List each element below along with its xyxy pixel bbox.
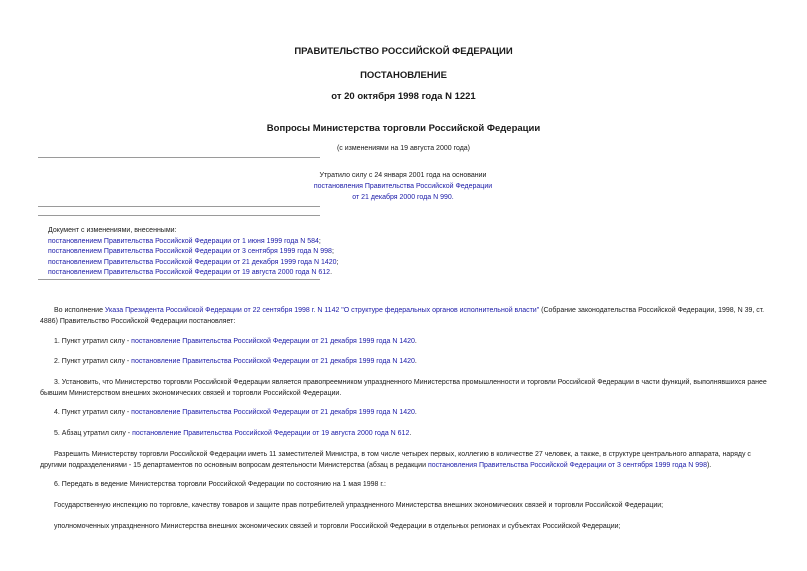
- divider: [38, 215, 320, 216]
- preamble-paragraph: [40, 306, 770, 328]
- paragraph-5: [40, 429, 770, 440]
- history-link[interactable]: постановлением Правительства Российской Федерации от 3 сентября 1999 года N 998: [48, 248, 332, 256]
- history-intro: Документ с изменениями, внесенными:: [48, 227, 177, 234]
- history-item: [48, 247, 548, 258]
- text: 4. Пункт утратил силу -: [54, 409, 132, 416]
- repeal-link-line2[interactable]: от 21 декабря 2000 года N 990.: [352, 194, 454, 201]
- text: Разрешить Министерству торговли Российской Федерации иметь 11 заместителей Министра, в том числе четырех первых, коллегию в количестве 27 человек, а также, в структуре центрального аппарата, наряду с другими подразделениями - 15 департаментов по основным вопросам деятельности Министерства (абзац в редакции: [40, 451, 751, 469]
- text: 5. Абзац утратил силу -: [54, 430, 133, 437]
- document-date-number: от 20 октября 1998 года N 1221: [331, 91, 476, 102]
- divider: [38, 206, 320, 207]
- paragraph-5-continued: [40, 450, 770, 472]
- reference-link[interactable]: постановление Правительства Российской Федерации от 19 августа 2000 года N 612: [132, 430, 410, 437]
- repeal-link[interactable]: [230, 181, 576, 203]
- decree-link[interactable]: Указа Президента Российской Федерации от 22 сентября 1998 г. N 1142 "О структуре федеральных органов исполнительной власти": [104, 307, 540, 314]
- document-type: ПОСТАНОВЛЕНИЕ: [360, 70, 447, 81]
- divider: [38, 279, 320, 280]
- repeal-link-line1[interactable]: постановления Правительства Российской Федерации: [313, 183, 493, 190]
- history-item: [48, 258, 548, 269]
- repeal-notice: [230, 170, 576, 203]
- paragraph-3: 3. Установить, что Министерство торговли Российской Федерации является правопреемником упраздненного Министерства промышленности и торговли Российской Федерации в части функций, выполнявшихся ранее бывшим Министерством внешних экономических связей и торговли Российской Федерации.: [40, 379, 767, 397]
- text: .: [414, 358, 417, 365]
- history-suffix: ;: [331, 248, 334, 256]
- divider: [38, 157, 320, 158]
- text: (Собрание законодательства Российской Федерации, 1998, N 39, ст. 4886) Правительство Российской Федерации постановляет:: [40, 307, 765, 325]
- reference-link[interactable]: постановление Правительства Российской Федерации от 21 декабря 1999 года N 1420: [131, 358, 415, 365]
- paragraph-2: [40, 357, 770, 368]
- reference-link[interactable]: постановление Правительства Российской Федерации от 21 декабря 1999 года N 1420: [131, 338, 415, 345]
- paragraph-6: 6. Передать в ведение Министерства торговли Российской Федерации по состоянию на 1 мая 1998 г.:: [54, 481, 386, 488]
- history-item: [48, 268, 548, 279]
- amendment-history: [48, 226, 548, 279]
- history-link[interactable]: постановлением Правительства Российской Федерации от 19 августа 2000 года N 612: [48, 269, 331, 277]
- government-name: ПРАВИТЕЛЬСТВО РОССИЙСКОЙ ФЕДЕРАЦИИ: [294, 46, 513, 57]
- text: .: [414, 338, 417, 345]
- paragraph-6-item: Государственную инспекцию по торговле, качеству товаров и защите прав потребителей упраздненного Министерства внешних экономических связей и торговли Российской Федерации;: [54, 502, 664, 509]
- history-item: [48, 237, 548, 248]
- text: Во исполнение: [54, 307, 105, 314]
- history-suffix: ;: [336, 258, 339, 266]
- history-suffix: ;: [318, 237, 321, 245]
- reference-link[interactable]: постановления Правительства Российской Федерации от 3 сентября 1999 года N 998: [427, 461, 707, 469]
- paragraph-6-item: уполномоченных упраздненного Министерства внешних экономических связей и торговли Российской Федерации в отдельных регионах и субъектах Российской Федерации;: [54, 523, 621, 530]
- history-suffix: .: [330, 269, 333, 277]
- text: 1. Пункт утратил силу -: [54, 338, 132, 345]
- paragraph-4: [40, 408, 770, 419]
- changes-note: (с изменениями на 19 августа 2000 года): [336, 145, 471, 152]
- history-link[interactable]: постановлением Правительства Российской Федерации от 21 декабря 1999 года N 1420: [48, 258, 337, 266]
- text: ).: [706, 461, 712, 469]
- text: 2. Пункт утратил силу -: [54, 358, 132, 365]
- text: .: [414, 409, 417, 416]
- text: .: [409, 430, 412, 437]
- repeal-text: Утратило силу с 24 января 2001 года на основании: [319, 172, 487, 179]
- history-link[interactable]: постановлением Правительства Российской Федерации от 1 июня 1999 года N 584: [48, 237, 319, 245]
- document-title: Вопросы Министерства торговли Российской Федерации: [266, 123, 541, 134]
- paragraph-1: [40, 337, 770, 348]
- reference-link[interactable]: постановление Правительства Российской Федерации от 21 декабря 1999 года N 1420: [131, 409, 415, 416]
